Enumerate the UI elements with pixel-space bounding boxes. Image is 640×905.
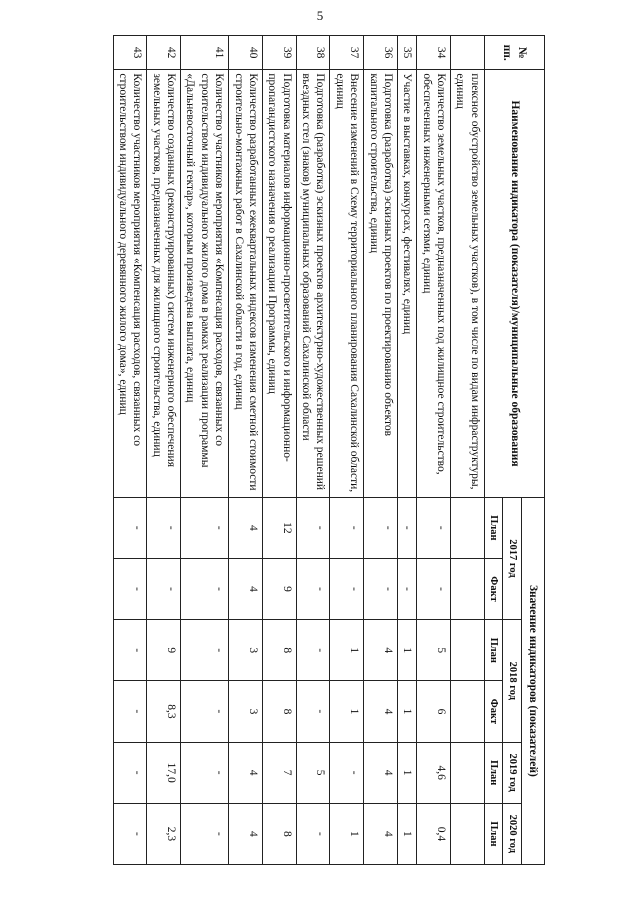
value-cell: - (296, 497, 330, 558)
row-number: 40 (229, 36, 263, 70)
row-number: 42 (147, 36, 181, 70)
value-cell: - (417, 497, 451, 558)
value-cell: - (330, 742, 364, 803)
value-cell: 8,3 (147, 681, 181, 742)
value-cell: 4 (229, 803, 263, 864)
indicator-name: Подготовка материалов информационно-просветительского и информационно-пропагандистского назначения о реализации Программы, единиц (263, 70, 297, 497)
year-header: 2019 год (503, 742, 522, 803)
value-cell: - (113, 497, 147, 558)
indicator-name: Подготовка (разработка) эскизных проектов по проектированию объектов капитального строительства, единиц (364, 70, 398, 497)
indicator-name: Количество земельных участков, предназначенных под жилищное строительство, обеспеченных инженерными сетями, единиц (417, 70, 451, 497)
value-cell: 8 (263, 803, 297, 864)
value-cell: 1 (330, 620, 364, 681)
indicator-name: Количество созданных (реконструированных) систем инженерного обеспечения земельных участков, предназначенных для жилищного строительства, единиц (147, 70, 181, 497)
value-cell: - (296, 620, 330, 681)
indicator-name: Количество участников мероприятия «Компенсация расходов, связанных со строительством индивидуального жилого дома в рамках реализации программы «Дальневосточный гектар», которым произведена выплата, единиц (181, 70, 229, 497)
year-header: 2018 год (503, 620, 522, 742)
value-cell: - (417, 558, 451, 619)
value-cell: - (330, 497, 364, 558)
value-cell: - (181, 497, 229, 558)
row-number: 36 (364, 36, 398, 70)
value-cell (451, 803, 485, 864)
value-cell: - (181, 681, 229, 742)
indicator-name: Внесение изменений в Схему территориального планирования Сахалинской области, единиц (330, 70, 364, 497)
value-cell: - (364, 497, 398, 558)
value-cell: - (330, 558, 364, 619)
table-row (451, 36, 485, 865)
value-cell: - (398, 558, 417, 619)
row-number: 37 (330, 36, 364, 70)
indicator-name: Количество участников мероприятия «Компенсация расходов, связанных со строительством индивидуального деревянного жилого дома», единиц (113, 70, 147, 497)
sub-header: Факт (484, 558, 502, 619)
value-cell: 7 (263, 742, 297, 803)
value-cell: 3 (229, 681, 263, 742)
value-cell: - (364, 558, 398, 619)
value-cell: 5 (296, 742, 330, 803)
value-cell: 1 (330, 681, 364, 742)
table-row (263, 36, 297, 865)
table-row (417, 36, 451, 865)
sub-header: Факт (484, 681, 502, 742)
rotated-document (45, 35, 545, 865)
indicators-table (113, 35, 545, 865)
value-cell: - (147, 558, 181, 619)
sub-header: План (484, 620, 502, 681)
value-cell: 4 (364, 742, 398, 803)
value-cell: 4 (364, 803, 398, 864)
value-cell: 4,6 (417, 742, 451, 803)
value-cell (451, 620, 485, 681)
value-cell: 12 (263, 497, 297, 558)
row-number: 43 (113, 36, 147, 70)
indicator-name: Количество разработанных ежеквартальных индексов изменения сметной стоимости строительно-монтажных работ в Сахалинской области в год, единиц (229, 70, 263, 497)
value-cell: 8 (263, 620, 297, 681)
table-row (113, 36, 147, 865)
row-number: 41 (181, 36, 229, 70)
value-cell: - (181, 558, 229, 619)
table-row (330, 36, 364, 865)
col-name-header: Наименование индикатора (показателя)/муниципальные образования (484, 70, 544, 497)
value-cell: 1 (330, 803, 364, 864)
value-cell: 1 (398, 681, 417, 742)
value-cell: 3 (229, 620, 263, 681)
row-number: 34 (417, 36, 451, 70)
value-cell: - (113, 681, 147, 742)
value-cell: 4 (364, 620, 398, 681)
value-cell: 4 (229, 497, 263, 558)
value-cell: 9 (147, 620, 181, 681)
value-cell: 8 (263, 681, 297, 742)
value-cell: - (147, 497, 181, 558)
value-cell: - (113, 558, 147, 619)
indicator-name: Участие в выставках, конкурсах, фестивалях, единиц (398, 70, 417, 497)
value-cell: 0,4 (417, 803, 451, 864)
value-cell: 1 (398, 803, 417, 864)
value-cell: 4 (229, 558, 263, 619)
table-row (398, 36, 417, 865)
value-cell: - (181, 803, 229, 864)
value-cell: - (113, 803, 147, 864)
value-cell (451, 558, 485, 619)
value-cell: - (113, 620, 147, 681)
table-row (364, 36, 398, 865)
value-cell (451, 681, 485, 742)
value-cell: 4 (229, 742, 263, 803)
indicator-name: плексное обустройство земельных участков), в том числе по видам инфраструктуры, единиц (451, 70, 485, 497)
sub-header: План (484, 497, 502, 558)
row-number: 39 (263, 36, 297, 70)
value-cell (451, 742, 485, 803)
value-cell: 1 (398, 742, 417, 803)
value-cell: - (181, 742, 229, 803)
year-header: 2020 год (503, 803, 522, 864)
value-cell: 17,0 (147, 742, 181, 803)
value-cell: - (296, 803, 330, 864)
col-num-header: № пп. (484, 36, 544, 70)
values-header: Значение индикаторов (показателей) (522, 497, 545, 864)
value-cell: 6 (417, 681, 451, 742)
table-row (181, 36, 229, 865)
value-cell: 2,3 (147, 803, 181, 864)
value-cell: 9 (263, 558, 297, 619)
value-cell: - (296, 681, 330, 742)
value-cell: 4 (364, 681, 398, 742)
value-cell: 1 (398, 620, 417, 681)
table-row (229, 36, 263, 865)
indicator-name: Подготовка (разработка) эскизных проектов архитектурно-художественных решений въездных стел (знаков) муниципальных образований Сахалинской области (296, 70, 330, 497)
value-cell: - (398, 497, 417, 558)
value-cell: 5 (417, 620, 451, 681)
row-number (451, 36, 485, 70)
row-number: 35 (398, 36, 417, 70)
table-row (296, 36, 330, 865)
page-number: 5 (316, 8, 324, 23)
value-cell: - (296, 558, 330, 619)
row-number: 38 (296, 36, 330, 70)
table-row (147, 36, 181, 865)
value-cell: - (113, 742, 147, 803)
year-header: 2017 год (503, 497, 522, 619)
value-cell (451, 497, 485, 558)
sub-header: План (484, 803, 502, 864)
sub-header: План (484, 742, 502, 803)
value-cell: - (181, 620, 229, 681)
